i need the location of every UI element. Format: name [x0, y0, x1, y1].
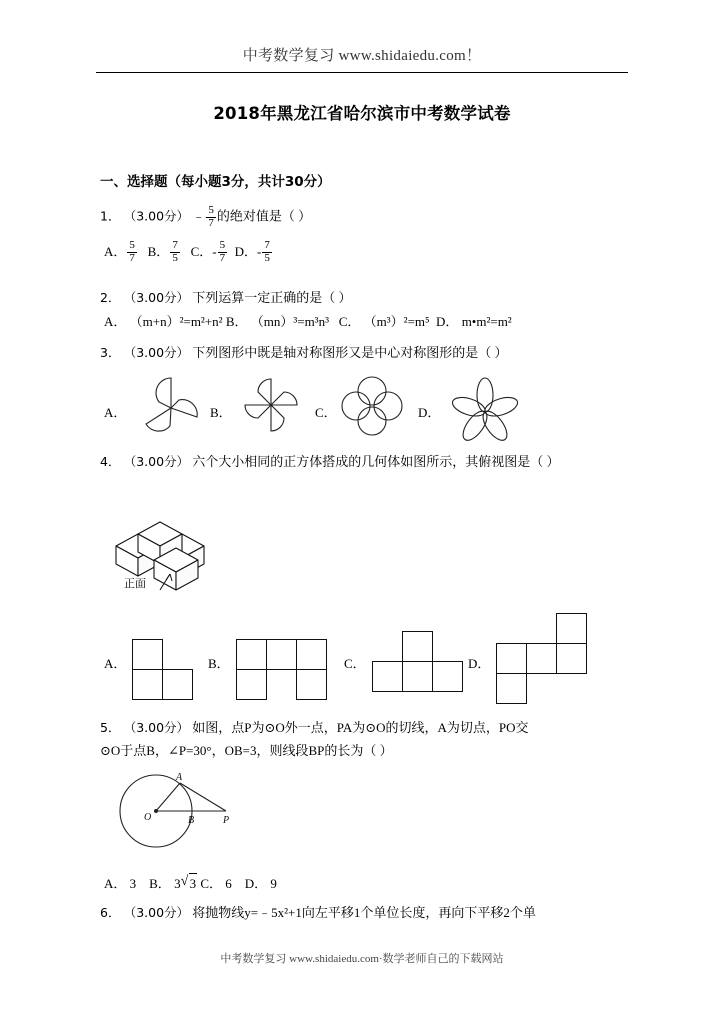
- option-1c-fraction: $\frac{5}{7}$: [219, 239, 226, 264]
- question-5-text-1: 如图，点P为⊙O外一点，PA为⊙O的切线，A为切点，PO交: [192, 720, 529, 735]
- question-4-number: 4．: [100, 454, 121, 469]
- question-5-stem-line2: ⊙O于点B，∠P=30°，OB=3，则线段BP的长为（ ）: [100, 743, 393, 758]
- label-B: B: [188, 815, 195, 826]
- question-4-stem: [100, 452, 628, 472]
- option-1d[interactable]: D．- $\frac{7}{5}$: [234, 239, 270, 264]
- option-5c[interactable]: C． 6: [200, 876, 232, 891]
- question-5-stem-line1: [100, 718, 529, 738]
- question-2-text: 下列运算一定正确的是（ ）: [192, 290, 352, 305]
- option-5b[interactable]: B． 3 √ 3: [149, 876, 197, 891]
- grid-cell: [132, 639, 163, 670]
- question-5-options: [104, 873, 277, 894]
- question-4-score: （3.00分）: [123, 454, 190, 469]
- question-2-stem: [100, 288, 352, 308]
- option-4c-figure-grid[interactable]: [372, 631, 464, 697]
- question-1-fraction: $\frac{5}{7}$: [208, 204, 214, 229]
- label-O: O: [144, 812, 152, 823]
- option-3c-label: C．: [315, 405, 337, 420]
- question-4-text: 六个大小相同的正方体搭成的几何体如图所示，其俯视图是（ ）: [192, 454, 560, 469]
- option-5d[interactable]: D． 9: [244, 876, 277, 891]
- question-4-grid-options: [100, 605, 625, 705]
- option-2d[interactable]: D． m•m²=m²: [436, 314, 512, 329]
- grid-cell: [402, 661, 433, 692]
- option-3d-figure-five-petal-flower[interactable]: [445, 372, 525, 438]
- option-4b-figure-grid[interactable]: [236, 639, 328, 699]
- grid-cell: [496, 643, 527, 674]
- option-3a-figure-pinwheel-3[interactable]: [136, 372, 206, 438]
- circle-center-dot: [154, 809, 158, 813]
- option-4c-label: C．: [344, 656, 366, 671]
- option-2c[interactable]: C． （m³）²=m⁵: [338, 314, 430, 329]
- question-3-text: 下列图形中既是轴对称图形又是中心对称图形的是（ ）: [192, 345, 508, 360]
- option-2a[interactable]: A． （m+n）²=m²+n²: [104, 314, 223, 329]
- question-1-score: （3.00分）: [123, 208, 190, 224]
- question-6-text: 将抛物线y=﹣5x²+1向左平移1个单位长度，再向下平移2个单: [192, 905, 536, 920]
- grid-cell: [402, 631, 433, 662]
- option-1b-fraction: $\frac{7}{5}$: [172, 239, 178, 264]
- option-3b-label: B．: [210, 405, 232, 420]
- sqrt-icon: √ 3: [181, 873, 198, 894]
- page-header-banner: 中考数学复习 www.shidaiedu.com！: [242, 48, 482, 64]
- grid-cell: [236, 669, 267, 700]
- section-heading: 一、选择题（每小题3分，共计30分）: [100, 174, 331, 190]
- grid-cell: [296, 639, 327, 670]
- grid-cell: [496, 673, 527, 704]
- option-1a[interactable]: A． $\frac{5}{7}$: [104, 239, 135, 264]
- label-A: A: [176, 772, 183, 783]
- grid-cell: [526, 643, 557, 674]
- question-5-number: 5．: [100, 720, 121, 735]
- grid-cell: [432, 661, 463, 692]
- option-4b-label: B．: [208, 656, 230, 671]
- question-3-figure-options: [100, 372, 625, 438]
- question-6-stem: [100, 903, 536, 923]
- option-3b-figure-pinwheel-4[interactable]: [238, 372, 308, 438]
- page-title: 2018年黑龙江省哈尔滨市中考数学试卷: [213, 104, 511, 123]
- page-footer: 中考数学复习 www.shidaiedu.com·数学老师自己的下载网站: [220, 953, 504, 965]
- option-3d-label: D．: [418, 405, 441, 420]
- question-3-score: （3.00分）: [123, 345, 190, 360]
- question-1-minus: ﹣: [192, 208, 206, 224]
- question-5-score: （3.00分）: [123, 720, 190, 735]
- question-1-number: 1．: [100, 208, 121, 224]
- option-1c-sign: -: [212, 243, 217, 259]
- option-2b[interactable]: B． （mn）³=m³n³: [225, 314, 329, 329]
- grid-cell: [236, 639, 267, 670]
- option-1c[interactable]: C．- $\frac{5}{7}$: [190, 239, 226, 264]
- option-1a-fraction: $\frac{5}{7}$: [129, 239, 135, 264]
- option-1d-sign: -: [256, 243, 262, 259]
- option-4a-figure-grid[interactable]: [132, 639, 192, 699]
- grid-cell: [162, 669, 193, 700]
- option-5a[interactable]: A． 3: [104, 876, 137, 891]
- question-2-options: [104, 312, 512, 332]
- question-3-stem: [100, 343, 508, 363]
- option-4d-label: D．: [468, 656, 491, 671]
- option-4d-figure-grid[interactable]: [496, 605, 588, 701]
- grid-cell: [132, 669, 163, 700]
- label-P: P: [223, 815, 230, 826]
- question-4-figure-caption: 正面: [124, 578, 146, 590]
- question-6-number: 6．: [100, 905, 121, 920]
- grid-cell: [556, 643, 587, 674]
- option-3c-figure-four-circles[interactable]: [337, 372, 407, 438]
- grid-cell: [556, 613, 587, 644]
- question-1-options: [104, 240, 273, 264]
- question-2-score: （3.00分）: [123, 290, 190, 305]
- option-4a-label: A．: [104, 656, 127, 671]
- grid-cell: [372, 661, 403, 692]
- question-6-score: （3.00分）: [123, 905, 190, 920]
- header-divider: [96, 72, 628, 73]
- question-5-circle-diagram: [110, 768, 240, 854]
- option-1b[interactable]: B． $\frac{7}{5}$: [147, 239, 178, 264]
- option-3a-label: A．: [104, 405, 127, 420]
- question-3-number: 3．: [100, 345, 121, 360]
- question-2-number: 2．: [100, 290, 121, 305]
- question-1-stem-post: 的绝对值是（ ）: [216, 208, 312, 224]
- grid-cell: [266, 639, 297, 670]
- option-1d-fraction: $\frac{7}{5}$: [264, 239, 270, 264]
- question-1-stem: [100, 205, 311, 229]
- grid-cell: [296, 669, 327, 700]
